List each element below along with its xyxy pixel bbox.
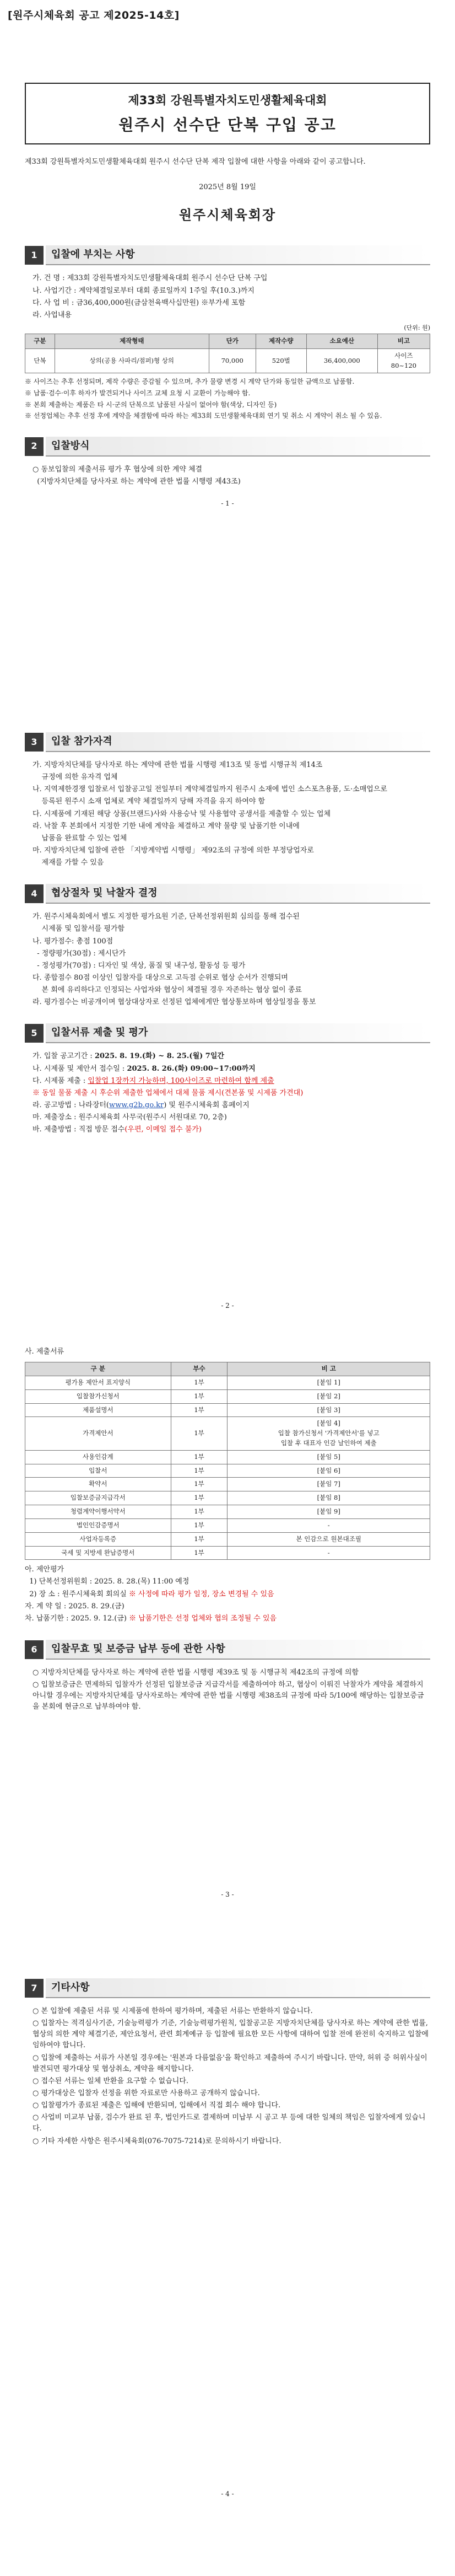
table-row: [25, 1505, 430, 1519]
table-header-row: [25, 334, 430, 349]
s6-item: ○ 지방자치단체를 당사자로 하는 계약에 관한 법률 시행령 제39조 및 동 시행규칙 제42조의 규정에 의함: [32, 1668, 359, 1677]
section-number: 5: [25, 1024, 44, 1043]
table-cell: [붙임 7]: [228, 1478, 430, 1491]
s5-item-method: [25, 1100, 430, 1111]
table-header: 비 고: [228, 1362, 430, 1376]
s3-item: 라. 낙찰 후 본회에서 지정한 기한 내에 계약을 체결하고 계약 물량 및 납품기한 이내에: [32, 822, 300, 830]
table-cell: 520벌: [256, 348, 306, 373]
table-cell: [붙임 4] 입찰 참가신청서 '가격제안서'를 넣고 입찰 후 대표자 인감 날인하여 제출: [228, 1417, 430, 1450]
table-cell: 사업자등록증: [25, 1532, 171, 1546]
s5-pre: 다. 시제품 제출 :: [32, 1076, 88, 1085]
section-number: 2: [25, 437, 44, 456]
table-cell: 1부: [171, 1376, 228, 1389]
unit-label: (단위: 원): [404, 324, 430, 331]
table-row: [25, 1417, 430, 1450]
table-cell: [붙임 2]: [228, 1389, 430, 1403]
table-cell: 입찰서: [25, 1464, 171, 1478]
s5-red: ※ 동일 물품 제출 시 후순위 제출한 업체에서 대체 물품 제시(견본품 및 시제품 가견대): [32, 1088, 304, 1097]
doc-ref: [원주시체육회 공고 제2025-14호]: [8, 9, 180, 22]
title-line-1: 제33회 강원특별자치도민생활체육대회: [128, 94, 327, 107]
table-cell: 사용인감계: [25, 1450, 171, 1464]
page-2: [25, 717, 430, 1311]
s7-item: ○ 입찰평가가 종료된 제출은 입해에 반환되며, 입해에서 직접 회수 해야 합니다.: [32, 2101, 281, 2110]
table-cell: 1부: [171, 1491, 228, 1505]
s5-item-receipt: [25, 1064, 430, 1075]
table-cell: [붙임 3]: [228, 1403, 430, 1417]
section-4-header: [25, 884, 430, 904]
table-cell: 제품설명서: [25, 1403, 171, 1417]
table-row: [25, 1532, 430, 1546]
s1-note: ※ 선정업체는 추후 선정 후에 계약을 체결함에 따라 하는 제33회 도민생활체육대회 연기 및 취소 시 계약이 취소 될 수 있음.: [25, 412, 382, 420]
table-header: 부수: [171, 1362, 228, 1376]
s5-item-sample-note: [25, 1088, 430, 1099]
table-cell: 청렴계약이행서약서: [25, 1505, 171, 1519]
s5-red: (우편, 이메일 접수 불가): [124, 1125, 202, 1134]
table-header: 소요예산: [306, 334, 377, 349]
table-header: 단가: [209, 334, 256, 349]
table-cell: 1부: [171, 1389, 228, 1403]
section-title: 입찰에 부치는 사항: [46, 245, 430, 265]
section-7-header: [25, 1978, 430, 1998]
section-number: 1: [25, 246, 44, 265]
s7-item: ○ 사업비 미교부 납품, 검수가 완료 된 후, 법인카드로 결제하며 미납부 시 공고 부 등에 대한 일체의 책임은 입찰자에게 있습니다.: [32, 2113, 426, 2133]
s7-item: ○ 본 입찰에 제출된 서류 및 시제품에 한하여 평가하며, 제출된 서류는 반환하지 않습니다.: [32, 2007, 313, 2015]
s5-pre: 나. 시제품 및 제안서 접수일 :: [32, 1064, 127, 1073]
s5-pre: 라. 공고방법 : 나라장터(: [32, 1101, 110, 1109]
section-title: 입찰무효 및 보증금 납부 등에 관한 사항: [46, 1640, 430, 1660]
s4-item: 가. 원주시체육회에서 별도 지정한 평가요원 기준, 단복선정위원회 심의를 통해 접수된: [32, 913, 300, 921]
table-header: 구분: [25, 334, 55, 349]
s7-item: ○ 입찰자는 적격심사기준, 기술능력평가 기준, 기술능력평가원칙, 입찰공고문 지방자치단체를 당사자로 하는 계약에 관한 법률, 협상의 의한 계약 체결기준, 제안요청서, 관련 회계예규 등 입찰에 필요한 모든 사항에 대하여 입찰 전에 완전히 숙지하고 입찰에 임하여야 합니다.: [32, 2019, 429, 2050]
s1-item: 라. 사업내용: [32, 310, 72, 319]
section-number: 3: [25, 733, 44, 752]
intro-text: 제33회 강원특별자치도민생활체육대회 원주시 선수단 단복 제작 입찰에 대한 사항을 아래와 같이 공고합니다.: [25, 157, 366, 166]
s3-item: 다. 시제품에 기재된 해당 상품(브랜드)사와 사용승낙 및 사용협약 공생서를 제출할 수 있는 업체: [32, 809, 331, 818]
table-row: [25, 1450, 430, 1464]
section-title: 입찰방식: [46, 437, 430, 457]
table-cell: 확약서: [25, 1478, 171, 1491]
s5-item-submit: [25, 1124, 430, 1135]
s5-item-place: [25, 1112, 430, 1123]
table-cell: [붙임 1]: [228, 1376, 430, 1389]
s5-bold: 2025. 8. 26.(화) 09:00~17:00까지: [127, 1064, 256, 1073]
table-cell: 상의(공용 사파리/점퍼)형 상의: [55, 348, 209, 373]
s7-item: ○ 평가대상은 입찰자 선정을 위한 자료로만 사용하고 공개하지 않습니다.: [32, 2089, 260, 2097]
s5b-text: 차. 납품기한 : 2025. 9. 12.(금): [25, 1614, 129, 1623]
table-header-row: [25, 1362, 430, 1376]
s5-item-sample: [25, 1076, 430, 1087]
page-number: - 2 -: [221, 1302, 234, 1310]
s5b-text: 아. 제안평가: [25, 1565, 64, 1574]
table-cell: 36,400,000: [306, 348, 377, 373]
s5b-text: 1) 단복선정위원회 : 2025. 8. 28.(목) 11:00 예정: [25, 1577, 189, 1586]
s5b-after: [25, 1601, 430, 1612]
section-title: 입찰 참가자격: [46, 732, 430, 752]
table-cell: 본 인감으로 원본대조필: [228, 1532, 430, 1546]
table-cell: 1부: [171, 1403, 228, 1417]
table-cell: 1부: [171, 1464, 228, 1478]
table-cell: -: [228, 1546, 430, 1560]
s1-item: 가. 건 명 : 제33회 강원특별자치도민생활체육대회 원주시 선수단 단복 구입: [32, 274, 268, 283]
table-header: 제작형태: [55, 334, 209, 349]
section-title: 기타사항: [46, 1978, 430, 1998]
page-4: [25, 1963, 430, 2499]
title-box: [25, 83, 430, 144]
announcement-date: 2025년 8월 19일: [199, 183, 256, 192]
s4-item: 시제품 및 입찰서를 평가함: [32, 925, 125, 933]
table-cell: 평가용 제안서 표지양식: [25, 1376, 171, 1389]
table-header: 구 분: [25, 1362, 171, 1376]
section-2-header: [25, 437, 430, 457]
signer: 원주시체육회장: [178, 207, 277, 223]
s4-item: - 정량평가(30점) : 제시단가: [32, 949, 126, 958]
s5b-after: [25, 1613, 430, 1624]
table-cell: [붙임 5]: [228, 1450, 430, 1464]
section-5-header: [25, 1023, 430, 1043]
section-1-header: [25, 245, 430, 265]
s5-red: 입찰업 1장까지 가능하며, 100사이즈로 마련하여 함께 제출: [88, 1076, 274, 1085]
s5-pre: 마. 제출장소 : 원주시체육회 사무국(원주시 서원대로 70, 2층): [32, 1113, 227, 1122]
g2b-link[interactable]: www.g2b.go.kr: [109, 1101, 164, 1109]
s4-item: - 정성평가(70점) : 디자인 및 색상, 품질 및 내구성, 활동성 등 평가: [32, 961, 246, 970]
table-cell: 70,000: [209, 348, 256, 373]
s5-bold: 2025. 8. 19.(화) ~ 8. 25.(월) 7일간: [94, 1052, 224, 1061]
s3-item: 규정에 의한 유자격 업체: [32, 773, 118, 782]
s5b-label: 사. 제출서류: [25, 1348, 64, 1356]
table-cell: 1부: [171, 1532, 228, 1546]
s5b-text: 자. 계 약 일 : 2025. 8. 29.(금): [25, 1602, 124, 1611]
s2-item: (지방자치단체를 당사자로 하는 계약에 관한 법률 시행령 제43조): [32, 477, 241, 486]
s6-item: ○ 입찰보증금은 면제하되 입찰자가 선정된 입찰보증금 지급각서를 제출하여야 하고, 협상이 이뤄진 낙찰자가 계약을 체결하지 아니할 경우에는 지방자치단체를 당사자로하는 계약에 관한 법률 시행령 제38조의 규정에 따라 5/100에 해당하는 입찰보증금을 본회에 현금으로 납부하여야 함.: [32, 1681, 424, 1711]
s1-note: ※ 본회 제출하는 제품은 타 시·군의 단복으로 납품된 사실이 없어야 함(색상, 디자인 등): [25, 400, 277, 409]
s4-item: 다. 종합점수 80점 이상인 입찰자를 대상으로 고득점 순위로 협상 순서가 진행되며: [32, 973, 288, 982]
page-number: - 1 -: [221, 500, 234, 508]
section-number: 7: [25, 1979, 44, 1998]
s5b-red: ※ 납품기한은 선정 업체와 협의 조정될 수 있음: [129, 1614, 277, 1623]
page-3: [25, 1345, 430, 1899]
page-1: [25, 83, 430, 509]
table-row: [25, 1464, 430, 1478]
table-cell: 입찰보증금지급각서: [25, 1491, 171, 1505]
table-cell: 국세 및 지방세 완납증명서: [25, 1546, 171, 1560]
table-cell: -: [228, 1518, 430, 1532]
table-cell: 1부: [171, 1417, 228, 1450]
s4-item: 본 회에 유리하다고 인정되는 사업자와 협상이 체결될 경우 자존하는 협상 없이 종료: [32, 986, 302, 995]
table-cell: 1부: [171, 1450, 228, 1464]
section-number: 6: [25, 1640, 44, 1659]
table-row: [25, 1546, 430, 1560]
s3-item: 마. 지방자치단체 입찰에 관한 「지방계약법 시행령」 제92조의 규정에 의한 부정당업자로: [32, 846, 314, 855]
table-cell: [붙임 9]: [228, 1505, 430, 1519]
table-row: [25, 1403, 430, 1417]
s3-item: 납품을 완료할 수 있는 업체: [32, 834, 127, 842]
page-number: - 3 -: [221, 1890, 234, 1898]
table-cell: 1부: [171, 1505, 228, 1519]
s7-item: ○ 기타 자세한 사항은 원주시체육회(076-7075-7214)로 문의하시기 바랍니다.: [32, 2137, 281, 2145]
s3-item: 등록된 원주시 소재 업체로 계약 체결일까지 당해 자격을 유지 하여야 함: [32, 797, 266, 806]
section-3-header: [25, 732, 430, 752]
table-header: 제작수량: [256, 334, 306, 349]
table-cell: 1부: [171, 1546, 228, 1560]
table-cell: 법인인감증명서: [25, 1518, 171, 1532]
s1-note: ※ 사이즈는 추후 선정되며, 제작 수량은 증감될 수 있으며, 추가 물량 변경 시 계약 단가와 동일한 금액으로 납품함.: [25, 378, 355, 386]
section-title: 입찰서류 제출 및 평가: [46, 1023, 430, 1043]
table-row: [25, 1376, 430, 1389]
s1-item: 다. 사 업 비 : 금36,400,000원(금삼천육백사십만원) ※부가세 포함: [32, 298, 246, 307]
section-number: 4: [25, 884, 44, 903]
s5-item-period: [25, 1051, 430, 1062]
s7-item: ○ 입찰에 제출하는 서류가 사본일 경우에는 '원본과 다름없음'을 확인하고 제출하여 주시기 바랍니다. 만약, 허위 증 허위사실이 발견되면 평가대상 및 협상취소, 계약을 해지합니다.: [32, 2053, 427, 2073]
s3-item: 나. 지역제한경쟁 입찰로서 입찰공고일 전일부터 계약체결일까지 원주시 소재에 법인 소스포츠용품, 도·소매업으로: [32, 785, 387, 794]
s1-item: 나. 사업기간 : 계약체결일로부터 대회 종료일까지 1주일 후(10.3.)까지: [32, 286, 254, 295]
items-table: [25, 334, 430, 373]
table-row: [25, 1518, 430, 1532]
s5b-after: [25, 1589, 430, 1600]
table-cell: [붙임 8]: [228, 1491, 430, 1505]
section-6-header: [25, 1640, 430, 1660]
table-row: [25, 1389, 430, 1403]
table-cell: 입찰참가신청서: [25, 1389, 171, 1403]
table-row: [25, 1491, 430, 1505]
table-cell: 단복: [25, 348, 55, 373]
table-cell: 가격제안서: [25, 1417, 171, 1450]
documents-table: [25, 1362, 430, 1560]
s5-post: ) 및 원주시체육회 홈페이지: [164, 1101, 250, 1109]
s5b-text: 2) 장 소 : 원주시체육회 회의실: [25, 1590, 129, 1598]
s3-item: 가. 지방자치단체를 당사자로 하는 계약에 관한 법률 시행령 제13조 및 동법 시행규칙 제14조: [32, 761, 323, 769]
s5-pre: 가. 입찰 공고기간 :: [32, 1052, 95, 1061]
title-line-2: 원주시 선수단 단복 구입 공고: [118, 115, 337, 134]
section-title: 협상절차 및 낙찰자 결정: [46, 884, 430, 904]
table-cell: [붙임 6]: [228, 1464, 430, 1478]
page-number: - 4 -: [221, 2489, 234, 2498]
table-row: [25, 1478, 430, 1491]
s4-item: 나. 평가점수: 총점 100점: [32, 937, 113, 946]
s1-note: ※ 납품·검수·이후 하자가 발견되거나 사이즈 교체 요청 시 교환이 가능해야 함.: [25, 389, 251, 398]
s5b-after: [25, 1576, 430, 1587]
table-cell: 1부: [171, 1478, 228, 1491]
s5b-red: ※ 사정에 따라 평가 일정, 장소 변경될 수 있음: [128, 1590, 274, 1598]
s5-pre: 바. 제출방법 : 직접 방문 접수: [32, 1125, 125, 1134]
table-cell: 사이즈 80~120: [377, 348, 430, 373]
s3-item: 제재를 가할 수 있음: [32, 858, 104, 867]
s4-item: 라. 평가점수는 비공개이며 협상대상자로 선정된 업체에게만 협상통보하며 협상일정을 통보: [32, 998, 316, 1007]
table-row: [25, 348, 430, 373]
table-cell: 1부: [171, 1518, 228, 1532]
s7-item: ○ 접수된 서류는 일체 반환을 요구할 수 없습니다.: [32, 2076, 189, 2085]
table-header: 비고: [377, 334, 430, 349]
s2-item: ○ 동보입찰의 제출서류 평가 후 협상에 의한 계약 체결: [32, 465, 203, 474]
s5b-after: [25, 1564, 430, 1575]
